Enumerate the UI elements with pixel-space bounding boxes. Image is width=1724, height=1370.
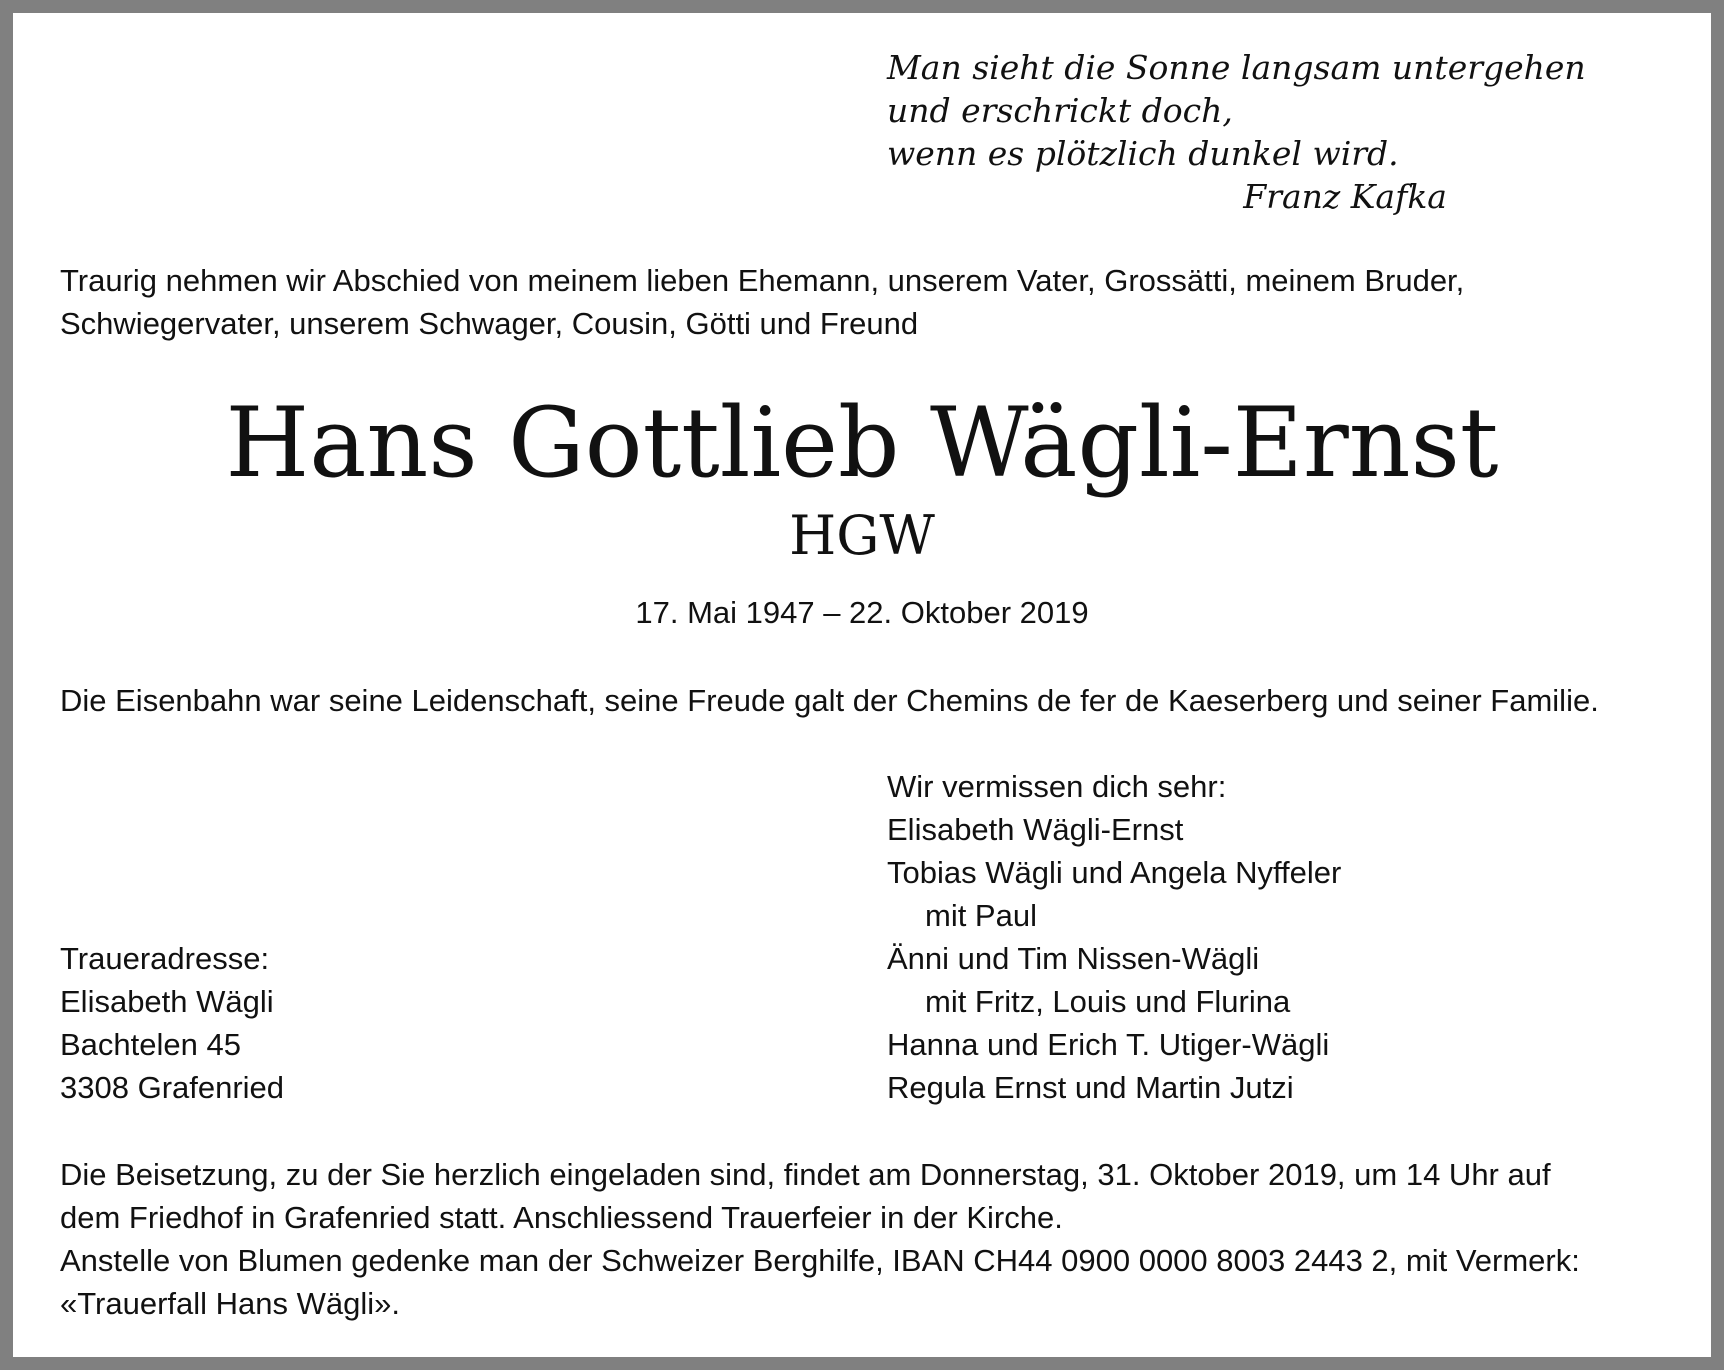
- kafka-quote: [887, 46, 1586, 175]
- quote-author: Franz Kafka: [1243, 177, 1447, 216]
- deceased-name: Hans Gottlieb Wägli-Ernst: [225, 387, 1499, 499]
- mourner-line: mit Fritz, Louis und Flurina: [925, 984, 1291, 1019]
- address-street: Bachtelen 45: [60, 1027, 241, 1062]
- mourners-list: [887, 765, 1341, 1109]
- mourner-line: mit Paul: [925, 898, 1037, 933]
- intro-line-1: Traurig nehmen wir Abschied von meinem lieben Ehemann, unserem Vater, Grossätti, meinem Bruder,: [60, 263, 1465, 298]
- address-label: Traueradresse:: [60, 941, 270, 976]
- funeral-line-2: dem Friedhof in Grafenried statt. Anschliessend Trauerfeier in der Kirche.: [60, 1200, 1063, 1235]
- deceased-initials: HGW: [789, 504, 935, 567]
- life-dates: 17. Mai 1947 – 22. Oktober 2019: [635, 595, 1089, 630]
- quote-line: wenn es plötzlich dunkel wird.: [887, 134, 1399, 173]
- donation-line-2: «Trauerfall Hans Wägli».: [60, 1286, 400, 1321]
- mourners-heading: Wir vermissen dich sehr:: [887, 769, 1227, 804]
- mourning-address: [60, 937, 284, 1109]
- mourner-line: Hanna und Erich T. Utiger-Wägli: [887, 1027, 1330, 1062]
- mourner-line: Änni und Tim Nissen-Wägli: [887, 941, 1260, 976]
- mourner-line: Regula Ernst und Martin Jutzi: [887, 1070, 1294, 1105]
- mourner-line: Tobias Wägli und Angela Nyffeler: [887, 855, 1342, 890]
- address-city: 3308 Grafenried: [60, 1070, 285, 1105]
- passion-text: Die Eisenbahn war seine Leidenschaft, seine Freude galt der Chemins de fer de Kaeserberg und seiner Familie.: [60, 683, 1599, 718]
- quote-line: und erschrickt doch,: [887, 91, 1233, 130]
- obituary-notice: [13, 13, 1711, 1357]
- donation-line-1: Anstelle von Blumen gedenke man der Schweizer Berghilfe, IBAN CH44 0900 0000 8003 2443 2, mit Vermerk:: [60, 1243, 1580, 1278]
- funeral-line-1: Die Beisetzung, zu der Sie herzlich eingeladen sind, findet am Donnerstag, 31. Oktober 2019, um 14 Uhr auf: [60, 1157, 1551, 1192]
- quote-line: Man sieht die Sonne langsam untergehen: [887, 48, 1586, 87]
- mourner-line: Elisabeth Wägli-Ernst: [887, 812, 1184, 847]
- address-name: Elisabeth Wägli: [60, 984, 274, 1019]
- intro-line-2: Schwiegervater, unserem Schwager, Cousin, Götti und Freund: [60, 306, 919, 341]
